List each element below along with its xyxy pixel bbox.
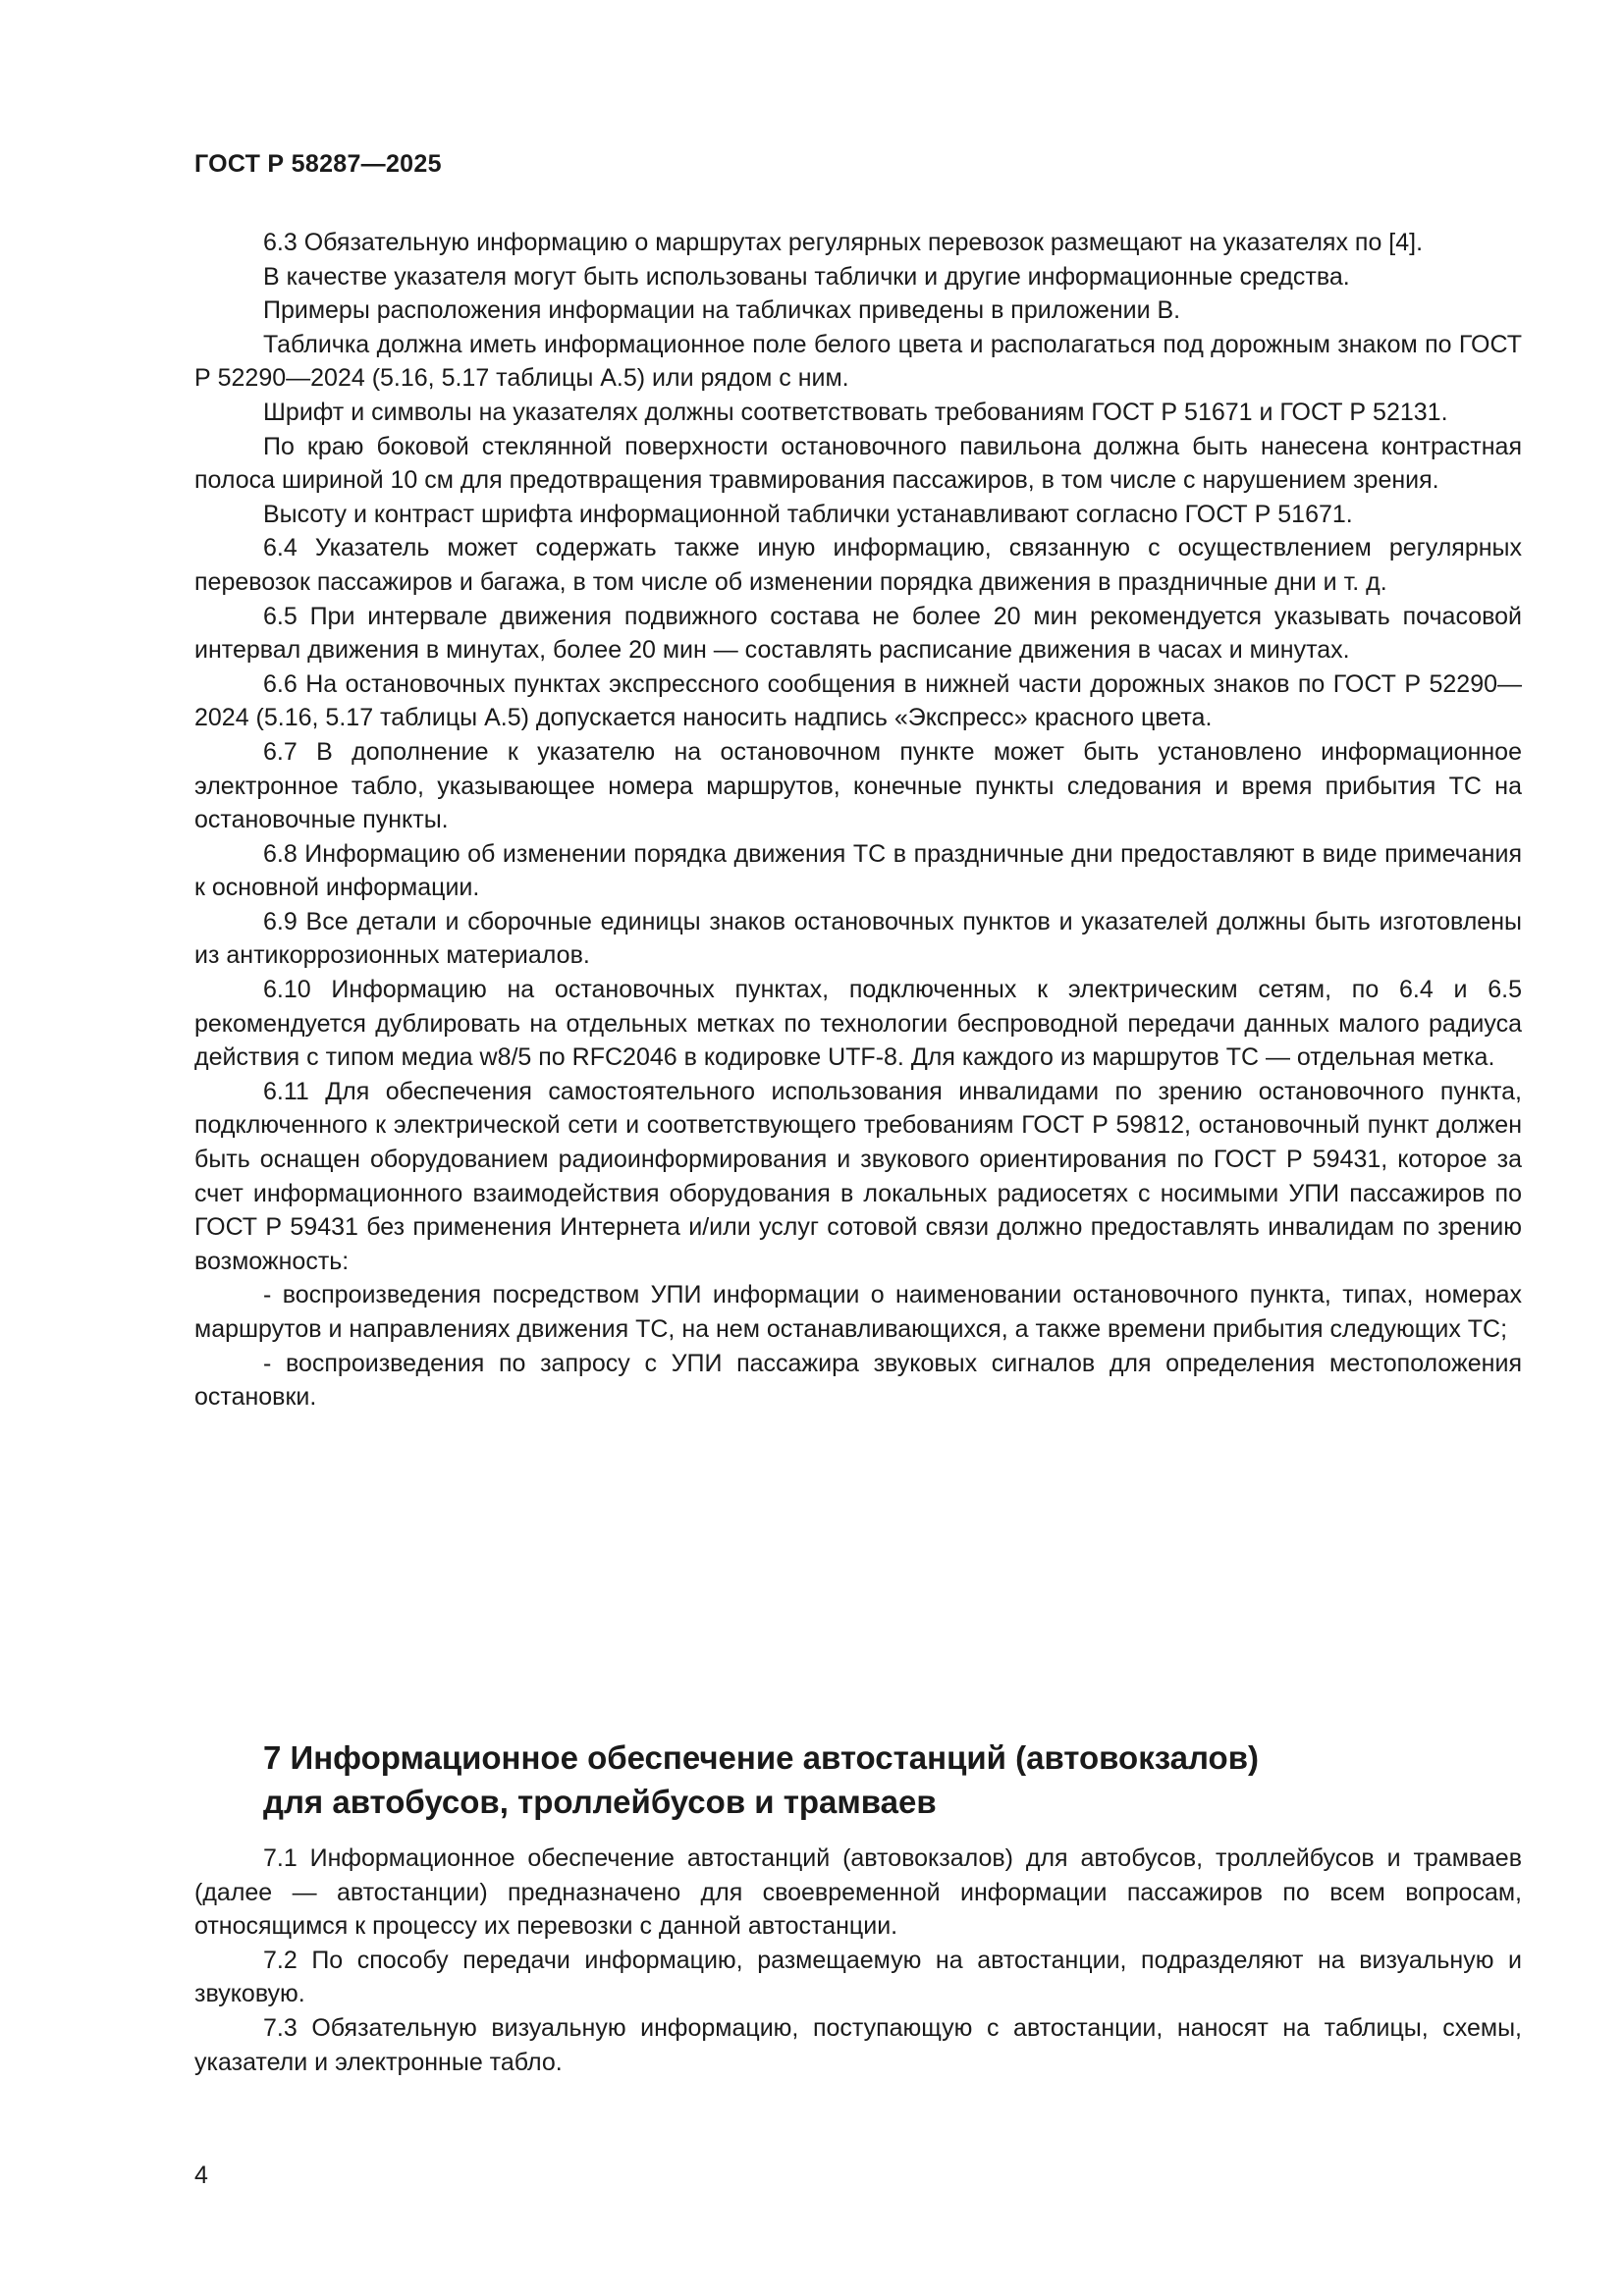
paragraph-6-9: 6.9 Все детали и сборочные единицы знаков остановочных пунктов и указателей должны быть изготовлены из антикоррозионных материалов.	[194, 907, 1522, 970]
paragraph-7-3: 7.3 Обязательную визуальную информацию, поступающую с автостанции, наносят на таблицы, схемы, указатели и электронные табло.	[194, 2013, 1522, 2076]
paragraph: Шрифт и символы на указателях должны соответствовать требованиям ГОСТ Р 51671 и ГОСТ Р 52131.	[263, 398, 1448, 426]
paragraph-7-1: 7.1 Информационное обеспечение автостанций (автовокзалов) для автобусов, троллейбусов и трамваев (далее — автостанции) предназначено для своевременной информации пассажиров по всем вопросам, относящимся к процессу их перевозки с данной автостанции.	[194, 1844, 1522, 1941]
paragraph-6-7: 6.7 В дополнение к указателю на остановочном пункте может быть установлено информационное электронное табло, указывающее номера маршрутов, конечные пункты следования и время прибытия ТС на остановочные пункты.	[194, 737, 1522, 834]
paragraph-6-8: 6.8 Информацию об изменении порядка движения ТС в праздничные дни предоставляют в виде примечания к основной информации.	[194, 839, 1522, 902]
page-number: 4	[194, 2162, 208, 2189]
paragraph-6-5: 6.5 При интервале движения подвижного состава не более 20 мин рекомендуется указывать почасовой интервал движения в минутах, более 20 мин — составлять расписание движения в часах и минутах.	[194, 602, 1522, 665]
paragraph: Примеры расположения информации на табличках приведены в приложении В.	[263, 296, 1181, 325]
paragraph-6-10: 6.10 Информацию на остановочных пунктах, подключенных к электрическим сетям, по 6.4 и 6.5 рекомендуется дублировать на отдельных метках по технологии беспроводной передачи данных малого радиуса действия с типом медиа w8/5 по RFC2046 в кодировке UTF-8. Для каждого из маршрутов ТС — отдельная метка.	[194, 976, 1522, 1072]
paragraph: По краю боковой стеклянной поверхности остановочного павильона должна быть нанесена контрастная полоса шириной 10 см для предотвращения травмирования пассажиров, в том числе с нарушением зрения.	[194, 432, 1522, 495]
paragraph-6-11: 6.11 Для обеспечения самостоятельного использования инвалидами по зрению остановочного пункта, подключенного к электрической сети и соответствующего требованиям ГОСТ Р 59812, остановочный пункт должен быть оснащен оборудованием радиоинформирования и звукового ориентирования по ГОСТ Р 59431, которое за счет информационного взаимодействия оборудования в локальных радиосетях с носимыми УПИ пассажиров по ГОСТ Р 59431 без применения Интернета и/или услуг сотовой связи должно предоставлять инвалидам по зрению возможность:	[194, 1077, 1522, 1275]
document-header: ГОСТ Р 58287—2025	[194, 150, 442, 178]
section-title-line2: для автобусов, троллейбусов и трамваев	[263, 1784, 937, 1820]
section-7-heading	[263, 1735, 1259, 1824]
list-item: - воспроизведения по запросу с УПИ пассажира звуковых сигналов для определения местоположения остановки.	[194, 1349, 1522, 1412]
list-item: - воспроизведения посредством УПИ информации о наименовании остановочного пункта, типах, номерах маршрутов и направлениях движения ТС, на нем останавливающихся, а также времени прибытия следующих ТС;	[194, 1281, 1522, 1343]
paragraph: В качестве указателя могут быть использованы таблички и другие информационные средства.	[263, 262, 1350, 291]
paragraph-6-3: 6.3 Обязательную информацию о маршрутах регулярных перевозок размещают на указателях по [4].	[263, 229, 1424, 256]
paragraph: Табличка должна иметь информационное поле белого цвета и располагаться под дорожным знаком по ГОСТ Р 52290—2024 (5.16, 5.17 таблицы А.5) или рядом с ним.	[194, 330, 1522, 393]
section-title-line1: 7 Информационное обеспечение автостанций (автовокзалов)	[263, 1739, 1259, 1776]
section-7-body	[194, 1842, 1522, 2079]
paragraph-7-2: 7.2 По способу передачи информацию, размещаемую на автостанции, подразделяют на визуальную и звуковую.	[194, 1946, 1522, 2008]
paragraph: Высоту и контраст шрифта информационной таблички устанавливают согласно ГОСТ Р 51671.	[263, 500, 1353, 528]
paragraph-6-6: 6.6 На остановочных пунктах экспрессного сообщения в нижней части дорожных знаков по ГОСТ Р 52290—2024 (5.16, 5.17 таблицы А.5) допускается наносить надпись «Экспресс» красного цвета.	[194, 669, 1522, 732]
section-6-body	[194, 226, 1522, 1415]
paragraph-6-4: 6.4 Указатель может содержать также иную информацию, связанную с осуществлением регулярных перевозок пассажиров и багажа, в том числе об изменении порядка движения в праздничные дни и т. д.	[194, 534, 1522, 596]
